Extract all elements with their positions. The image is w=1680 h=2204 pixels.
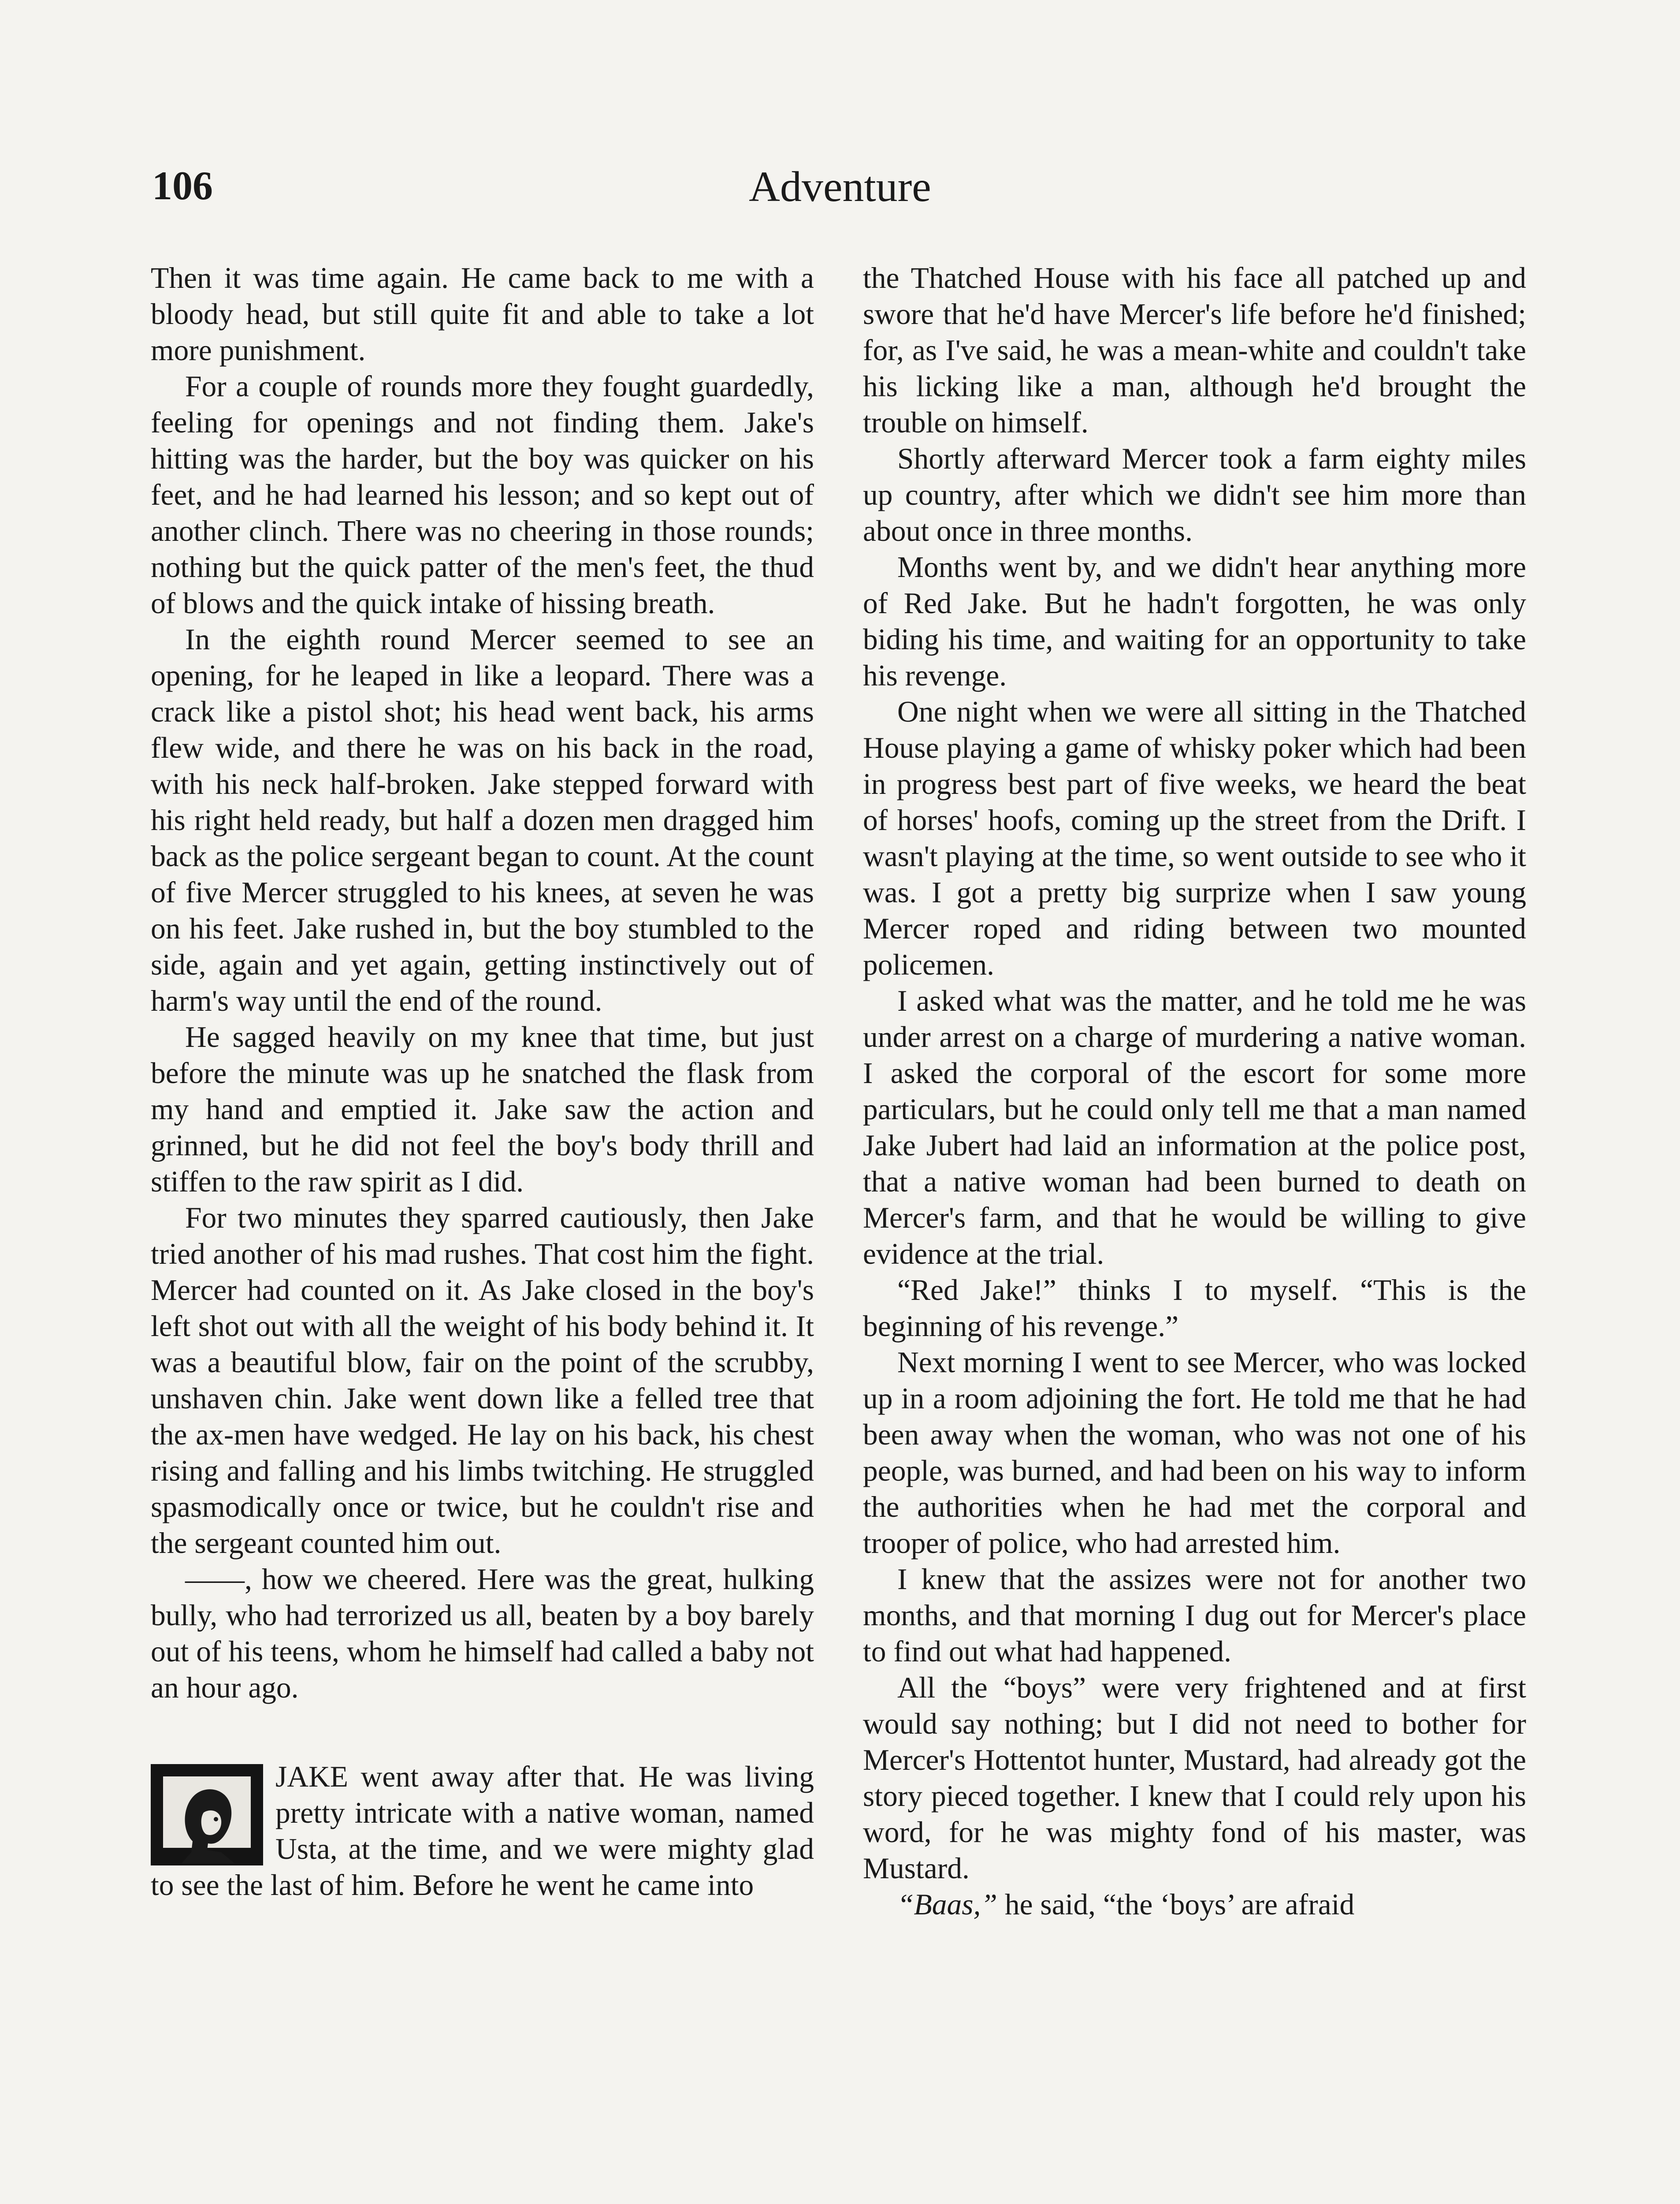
paragraph: ——, how we cheered. Here was the great, hulking bully, who had terrorized us all, beaten by a boy barely out of his teens, whom he himself had called a baby not an hour ago. (151, 1563, 814, 1704)
paragraph-last (863, 1887, 1526, 1923)
paragraph-last-text: he said, “the ‘boys’ are afraid (997, 1888, 1355, 1921)
left-column (151, 260, 814, 1903)
paragraph: “Red Jake!” thinks I to myself. “This is the beginning of his revenge.” (863, 1273, 1526, 1343)
paragraph: I knew that the assizes were not for another two months, and that morning I dug out for Mercer's place to find out what had happened. (863, 1563, 1526, 1668)
paragraph: In the eighth round Mercer seemed to see an opening, for he leaped in like a leopard. There was a crack like a pistol shot; his head went back, his arms flew wide, and there he was on his back in the road, with his neck half-broken. Jake stepped forward with his right held ready, but half a dozen men dragged him back as the police sergeant began to count. At the count of five Mercer struggled to his knees, at seven he was on his feet. Jake rushed in, but the boy stumbled to the side, again and yet again, getting instinctively out of harm's way until the end of the round. (151, 623, 814, 1017)
page-header (152, 165, 1528, 227)
section-text: AKE went away after that. He was living pretty intricate with a native woman, named Usta, at the time, and we were mighty glad to see the last of him. Before he went he came into (151, 1760, 814, 1902)
paragraph: the Thatched House with his face all patched up and swore that he'd have Mercer's life before he'd finished; for, as I've said, he was a mean-white and couldn't take his licking like a man, although he'd brought the trouble on himself. (863, 261, 1526, 439)
paragraph: All the “boys” were very frightened and at first would say nothing; but I did not need to bother for Mercer's Hottentot hunter, Mustard, had already got the story pieced together. I knew that I could rely upon his word, for he was mighty fond of his master, was Mustard. (863, 1671, 1526, 1885)
running-title: Adventure (749, 163, 931, 211)
paragraph: He sagged heavily on my knee that time, but just before the minute was up he snatched the flask from my hand and emptied it. Jake saw the action and grinned, but he did not feel the boy's body thrill and stiffen to the raw spirit as I did. (151, 1020, 814, 1198)
right-column (863, 260, 1526, 1923)
paragraph: Shortly afterward Mercer took a farm eighty miles up country, after which we didn't see him more than about once in three months. (863, 442, 1526, 547)
paragraph: Months went by, and we didn't hear anything more of Red Jake. But he hadn't forgotten, he was only biding his time, and waiting for an opportunity to take his revenge. (863, 551, 1526, 692)
paragraph: I asked what was the matter, and he told me he was under arrest on a charge of murdering a native woman. I asked the corporal of the escort for some more particulars, but he could only tell me that a man named Jake Jubert had laid an information at the police post, that a native woman had been burned to death on Mercer's farm, and that he would be willing to give evidence at the trial. (863, 984, 1526, 1270)
paragraph: For two minutes they sparred cautiously, then Jake tried another of his mad rushes. That cost him the fight. Mercer had counted on it. As Jake closed in the boy's left shot out with all the weight of his body behind it. It was a beautiful blow, fair on the point of the scrubby, unshaven chin. Jake went down like a felled tree that the ax-men have wedged. He lay on his back, his chest rising and falling and his limbs twitching. He struggled spasmodically once or twice, but he couldn't rise and the sergeant counted him out. (151, 1201, 814, 1560)
italic-baas: “Baas,” (897, 1888, 997, 1921)
page-number: 106 (152, 163, 213, 208)
paragraph: Next morning I went to see Mercer, who was locked up in a room adjoining the fort. He told me that he had been away when the woman, who was not one of his people, was burned, and had been on his way to inform the authorities when he had met the corporal and trooper of police, who had arrested him. (863, 1346, 1526, 1560)
paragraph: One night when we were all sitting in the Thatched House playing a game of whisky poker which had been in progress best part of five weeks, we heard the beat of horses' hoofs, coming up the street from the Drift. I wasn't playing at the time, so went outside to see who it was. I got a pretty big surprize when I saw young Mercer roped and riding between two mounted policemen. (863, 695, 1526, 981)
section-break (151, 1706, 814, 1759)
decorative-portrait-icon (151, 1764, 263, 1865)
dropcap-letter: J (275, 1760, 287, 1793)
section-opening-paragraph (151, 1759, 814, 1903)
paragraph: For a couple of rounds more they fought guardedly, feeling for openings and not finding them. Jake's hitting was the harder, but the boy was quicker on his feet, and he had learned his lesson; and so kept out of another clinch. There was no cheering in those rounds; nothing but the quick patter of the men's feet, the thud of blows and the quick intake of hissing breath. (151, 370, 814, 620)
paragraph: Then it was time again. He came back to me with a bloody head, but still quite fit and able to take a lot more punishment. (151, 261, 814, 367)
